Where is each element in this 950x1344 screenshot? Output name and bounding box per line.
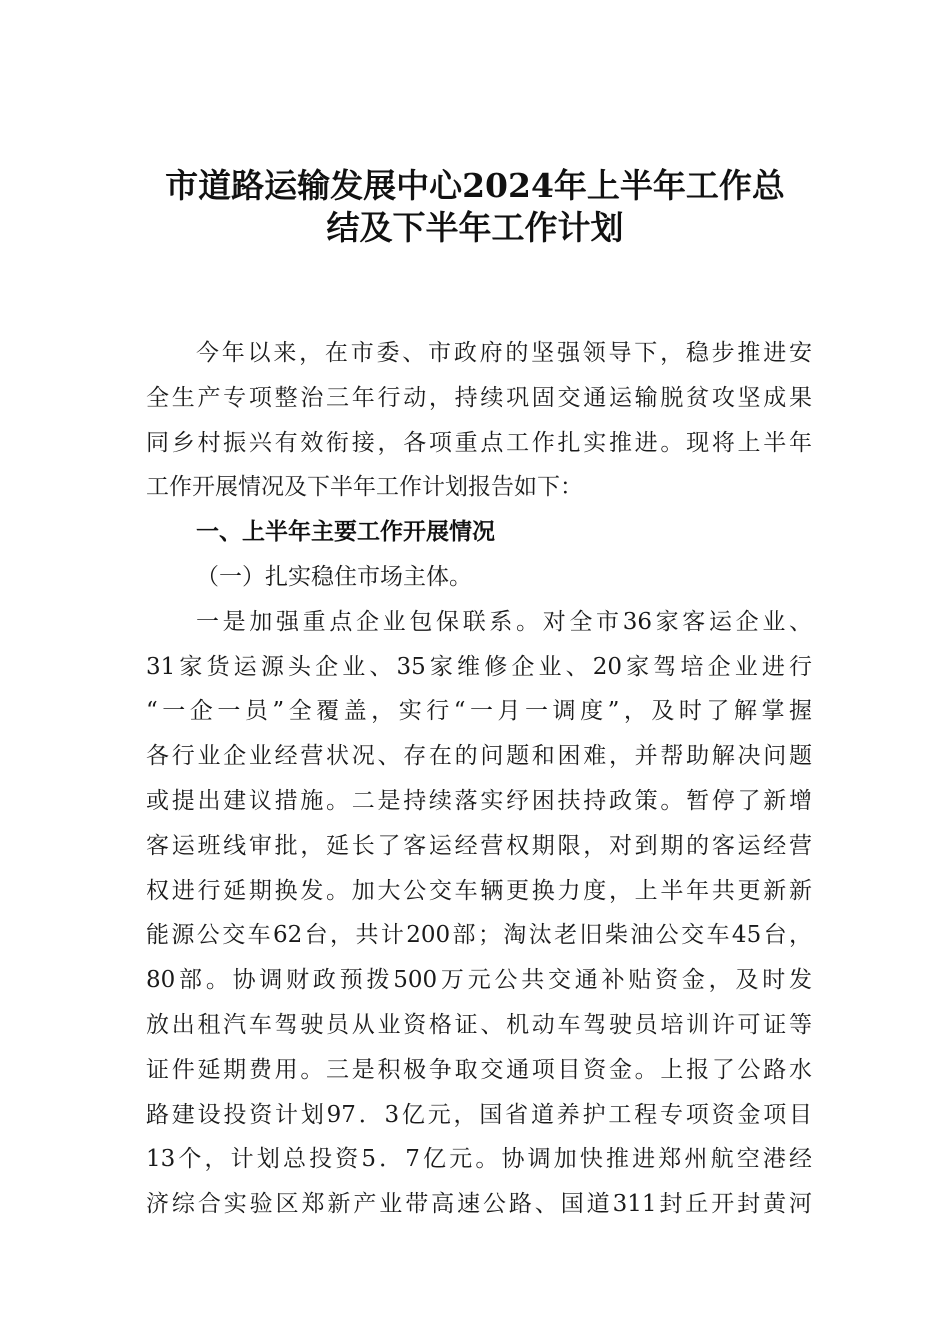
paragraph-line: 路建设投资计划97．3亿元，国省道养护工程专项资金项目 xyxy=(146,1101,812,1128)
section-heading: 一、上半年主要工作开展情况 xyxy=(196,519,495,546)
subsection-heading: （一）扎实稳住市场主体。 xyxy=(196,563,472,590)
paragraph-line: 13个，计划总投资5．7亿元。协调加快推进郑州航空港经 xyxy=(146,1146,812,1173)
paragraph-line: 一是加强重点企业包保联系。对全市36家客运企业、 xyxy=(196,608,812,635)
paragraph-line: 放出租汽车驾驶员从业资格证、机动车驾驶员培训许可证等 xyxy=(146,1011,812,1038)
paragraph-line: 或提出建议措施。二是持续落实纾困扶持政策。暂停了新增 xyxy=(146,787,812,814)
paragraph-line: 同乡村振兴有效衔接，各项重点工作扎实推进。现将上半年 xyxy=(146,429,812,456)
document-title-line-2: 结及下半年工作计划 xyxy=(326,208,624,247)
paragraph-line: 权进行延期换发。加大公交车辆更换力度，上半年共更新新 xyxy=(146,877,812,904)
paragraph-line: 31家货运源头企业、35家维修企业、20家驾培企业进行 xyxy=(146,653,812,680)
document-title-line-1: 市道路运输发展中心2024年上半年工作总 xyxy=(165,166,785,205)
paragraph-line: 证件延期费用。三是积极争取交通项目资金。上报了公路水 xyxy=(146,1056,812,1083)
paragraph-line: 工作开展情况及下半年工作计划报告如下： xyxy=(146,474,583,501)
paragraph-line: 济综合实验区郑新产业带高速公路、国道311封丘开封黄河 xyxy=(146,1191,812,1218)
paragraph-line: 80部。协调财政预拨500万元公共交通补贴资金，及时发 xyxy=(146,967,812,994)
document-body xyxy=(146,331,812,1227)
paragraph-line: 今年以来，在市委、市政府的坚强领导下，稳步推进安 xyxy=(196,340,812,366)
paragraph-line: “一企一员”全覆盖，实行“一月一调度”，及时了解掌握 xyxy=(146,698,812,725)
paragraph-line: 各行业企业经营状况、存在的问题和困难，并帮助解决问题 xyxy=(146,743,812,770)
paragraph-line: 全生产专项整治三年行动，持续巩固交通运输脱贫攻坚成果 xyxy=(146,384,812,411)
paragraph-line: 客运班线审批，延长了客运经营权期限，对到期的客运经营 xyxy=(146,832,812,859)
paragraph-line: 能源公交车62台，共计200部；淘汰老旧柴油公交车45台， xyxy=(146,922,812,949)
